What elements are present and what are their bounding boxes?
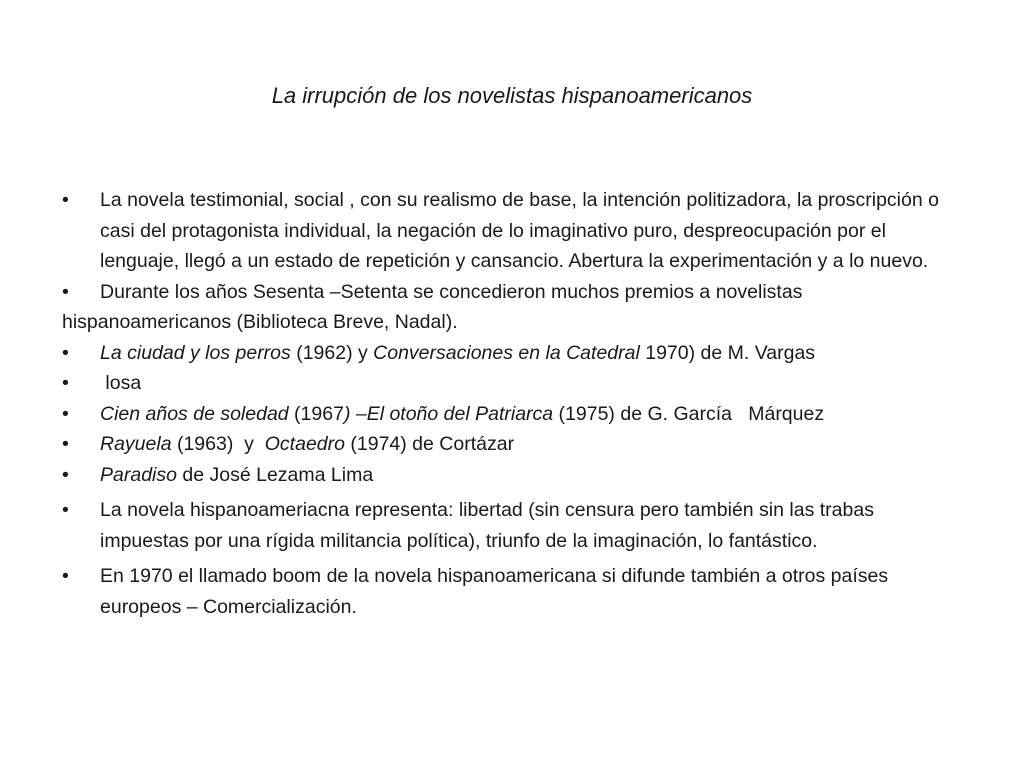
bullet-text: de José Lezama Lima (176, 463, 374, 486)
bullet-icon: • (62, 189, 69, 211)
bullet-icon: • (62, 341, 69, 364)
bullet-icon: • (62, 280, 69, 303)
bullet-list (62, 185, 962, 622)
bullet-text: La novela hispanoameriacna representa: libertad (sin censura pero también sin las trabas impuestas por una rígida militancia política), triunfo de la imaginación, lo fantástico. (100, 499, 874, 552)
bullet-icon: • (62, 433, 69, 455)
bullet-text: (1963) y (171, 433, 265, 455)
slide-title: La irrupción de los novelistas hispanoamericanos (271, 83, 753, 108)
bullet-text: (1975) de G. García Márquez (553, 402, 825, 425)
bullet-text: La novela testimonial, social , con su realismo de base, la intención politizadora, la proscripción o casi del protagonista individual, la negación de lo imaginativo puro, despreocupación por el lenguaje, llegó a un estado de repetición y cansancio. Abertura la experimentación y a lo nuevo. (100, 189, 939, 272)
bullet-item-cortazar (62, 429, 962, 460)
bullet-text: (1967 (288, 402, 344, 425)
bullet-item-awards (62, 277, 962, 338)
bullet-item-boom (62, 561, 962, 622)
bullet-icon: • (62, 402, 69, 425)
bullet-item-lezama-lima (62, 460, 962, 491)
bullet-icon: • (62, 372, 69, 394)
bullet-item-representation (62, 495, 962, 556)
bullet-icon: • (62, 499, 69, 521)
bullet-text: losa (100, 372, 142, 394)
book-title: La ciudad y los perros (100, 341, 291, 364)
bullet-text: Durante los años Sesenta –Setenta se concedieron muchos premios a novelistas hispanoamericanos (Biblioteca Breve, Nadal). (62, 280, 803, 333)
book-title: Rayuela (100, 433, 172, 455)
book-title: Cien años de soledad (100, 402, 289, 425)
bullet-icon: • (62, 565, 69, 587)
bullet-icon: • (62, 463, 69, 486)
bullet-text: (1974) de Cortázar (344, 433, 515, 455)
book-title: Paradiso (100, 463, 177, 486)
bullet-text: (1962) y (290, 341, 374, 364)
bullet-text: 1970) de M. Vargas (639, 341, 816, 364)
book-title: Conversaciones en la Catedral (373, 341, 640, 364)
bullet-item-garcia-marquez (62, 399, 962, 430)
book-title: Octaedro (264, 433, 345, 455)
bullet-item-llosa-continuation (62, 368, 962, 399)
bullet-item-vargas-llosa (62, 338, 962, 369)
book-title: ) –El otoño del Patriarca (343, 402, 554, 425)
bullet-text: En 1970 el llamado boom de la novela hispanoamericana si difunde también a otros países europeos – Comercialización. (100, 565, 889, 618)
bullet-item-testimonial-novel (62, 185, 962, 277)
